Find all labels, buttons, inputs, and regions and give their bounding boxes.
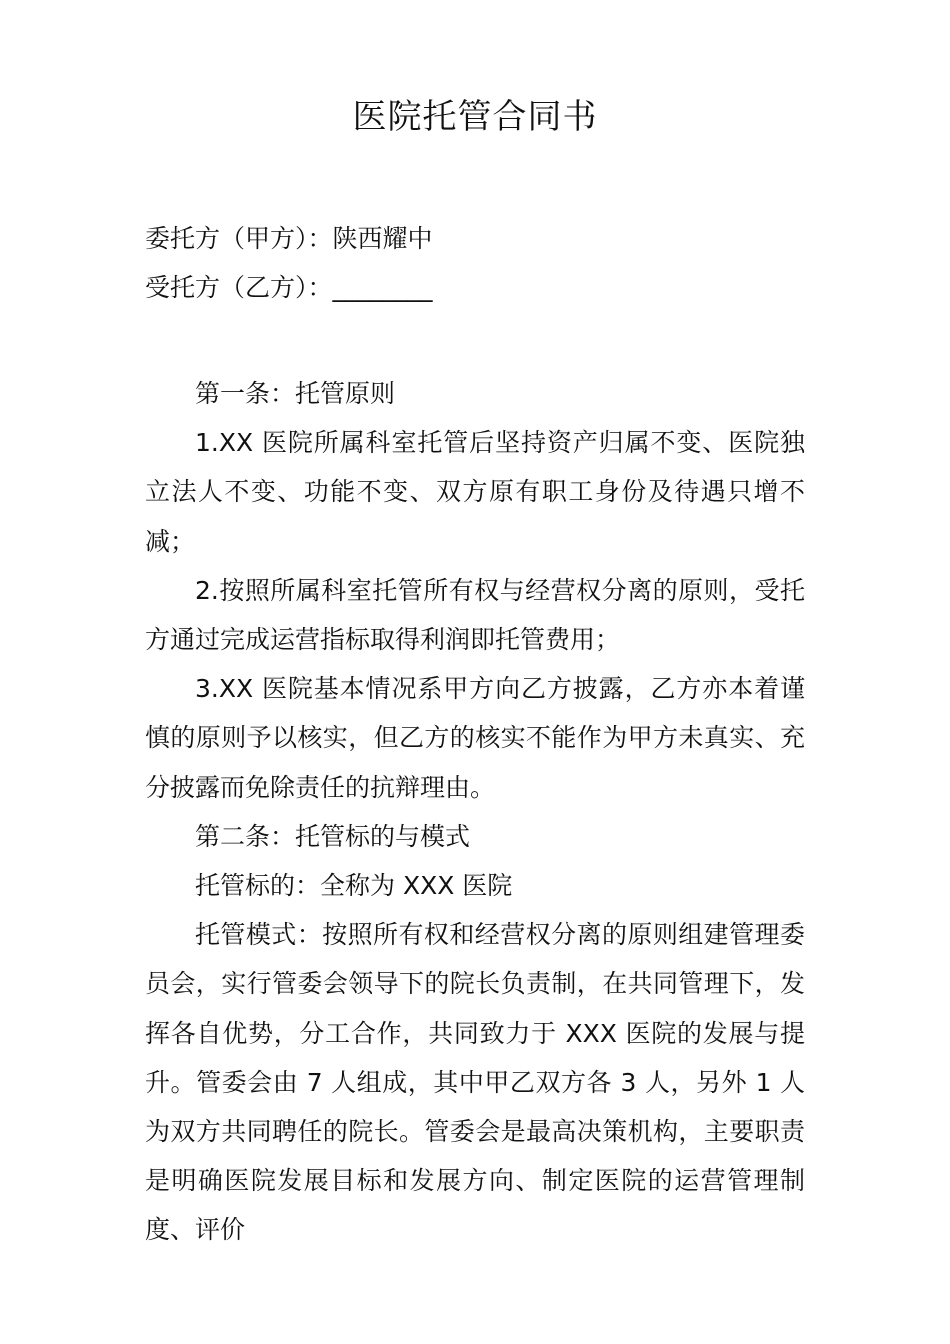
paragraph-clause-2: 2.按照所属科室托管所有权与经营权分离的原则，受托方通过完成运营指标取得利润即托管费用；	[145, 575, 805, 655]
paragraph-clause-3: 3.XX 医院基本情况系甲方向乙方披露，乙方亦本着谨慎的原则予以核实，但乙方的核实不能作为甲方未真实、充分披露而免除责任的抗辩理由。	[145, 674, 805, 802]
section-heading-1: 第一条：托管原则	[195, 379, 396, 408]
paragraph-mode: 托管模式：按照所有权和经营权分离的原则组建管理委员会，实行管委会领导下的院长负责制，在共同管理下，发挥各自优势，分工合作，共同致力于 XXX 医院的发展与提升。管委会由 7 人组成，其中甲乙双方各 3 人，另外 1 人为双方共同聘任的院长。管委会是最高决策机构，主要职责是明确医院发展目标和发展方向、制定医院的运营管理制度、评价	[145, 920, 805, 1245]
section-heading-2: 第二条：托管标的与模式	[195, 821, 471, 851]
party-b-line: 受托方（乙方）：________	[145, 273, 433, 302]
party-a-line: 委托方（甲方）：陕西耀中	[145, 224, 433, 253]
paragraph-clause-1: 1.XX 医院所属科室托管后坚持资产归属不变、医院独立法人不变、功能不变、双方原有职工身份及待遇只增不减；	[145, 428, 805, 556]
paragraph-target: 托管标的：全称为 XXX 医院	[195, 871, 513, 901]
contract-body	[145, 369, 805, 1255]
document-title: 医院托管合同书	[352, 97, 598, 137]
